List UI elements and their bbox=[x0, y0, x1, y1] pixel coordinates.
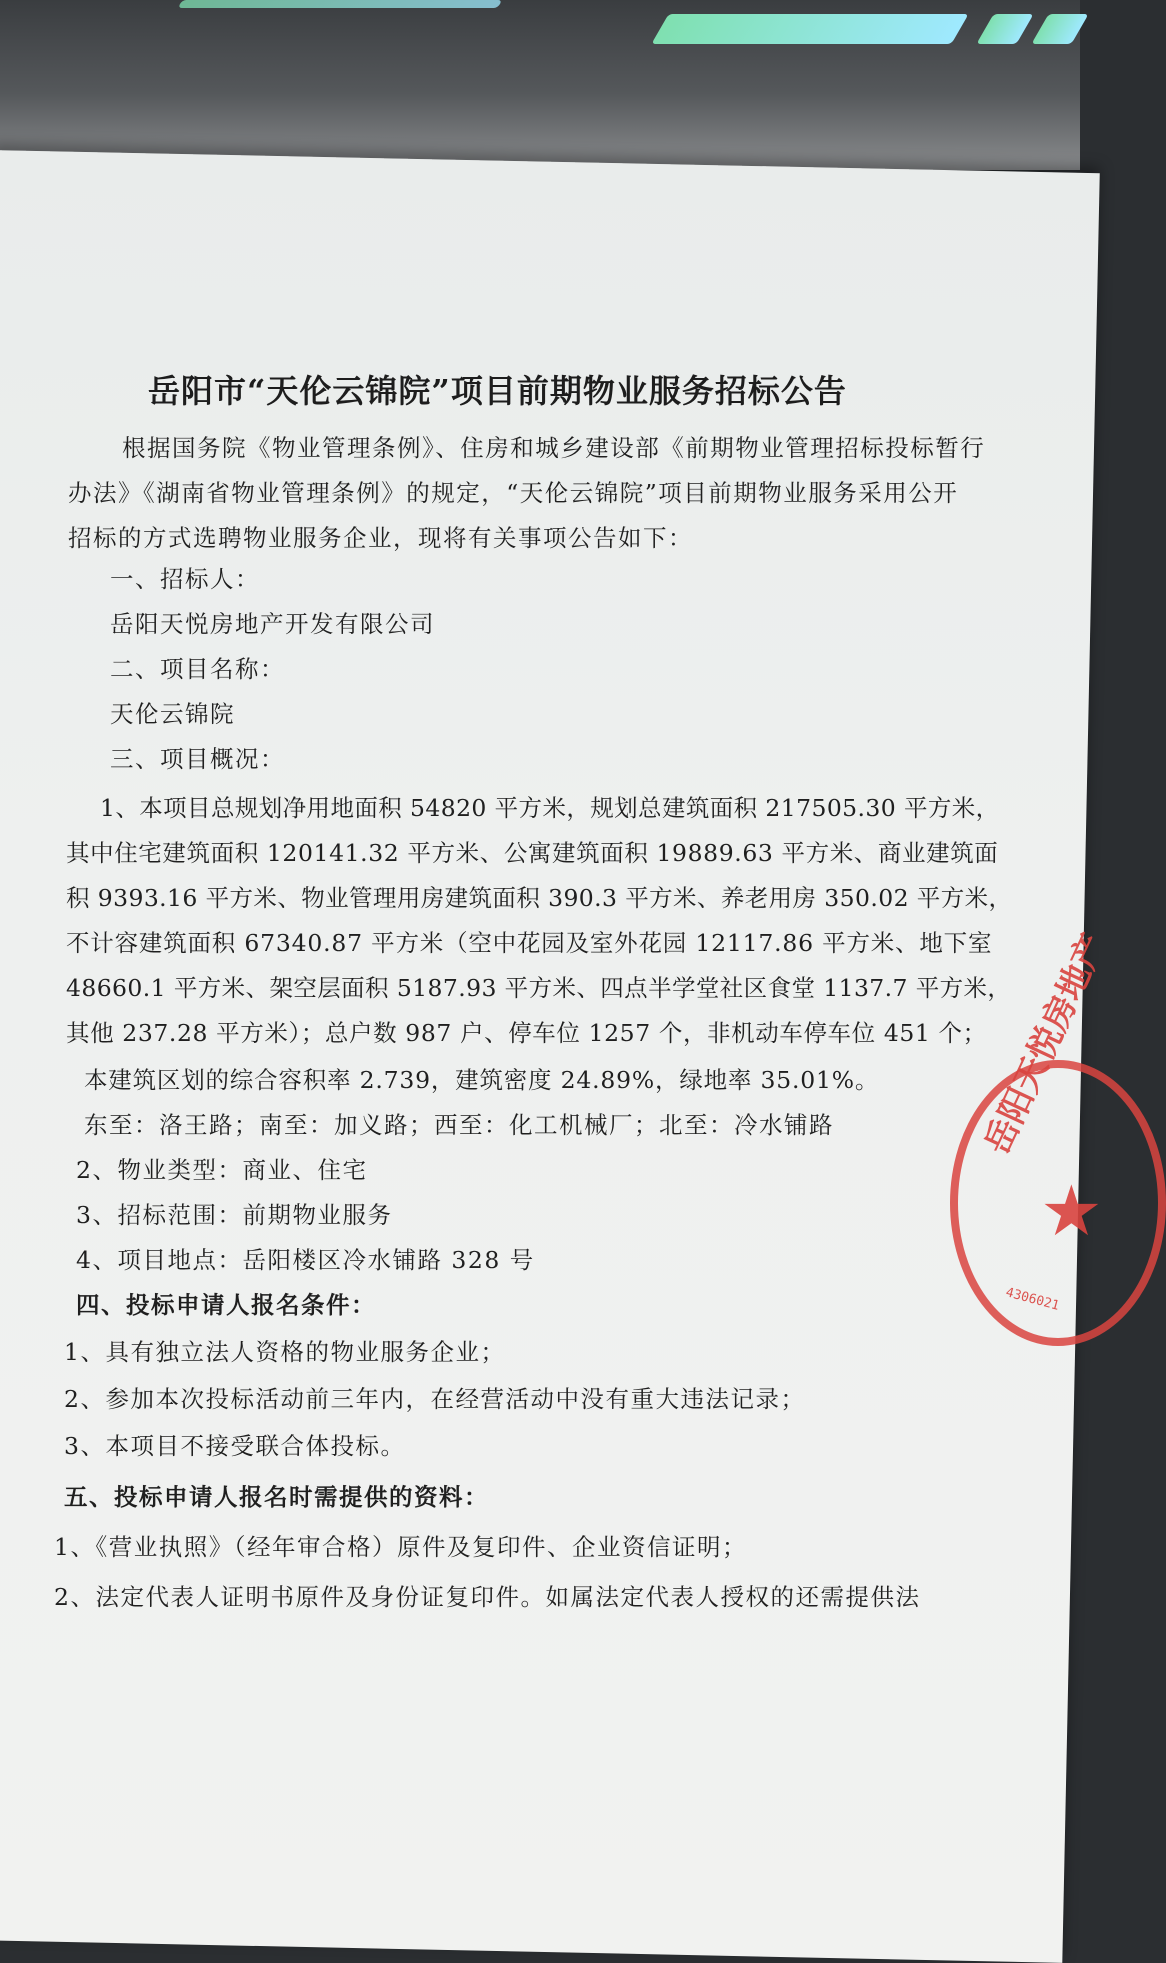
list-item: 2、参加本次投标活动前三年内，在经营活动中没有重大违法记录； bbox=[64, 1385, 806, 1413]
paragraph-line: 1、本项目总规划净用地面积 54820 平方米，规划总建筑面积 217505.30 平方米， bbox=[100, 794, 1000, 822]
paragraph-line: 天伦云锦院 bbox=[110, 700, 235, 728]
list-item: 2、物业类型：商业、住宅 bbox=[76, 1156, 368, 1184]
seal-text: 岳阳天悦房地产 bbox=[977, 927, 1115, 1161]
paragraph-line: 根据国务院《物业管理条例》、住房和城乡建设部《前期物业管理招标投标暂行 bbox=[122, 434, 986, 462]
paragraph-line: 岳阳天悦房地产开发有限公司 bbox=[110, 610, 435, 638]
list-item: 4、项目地点：岳阳楼区冷水铺路 328 号 bbox=[76, 1246, 535, 1274]
section-heading: 二、项目名称： bbox=[110, 655, 285, 683]
paragraph-line: 本建筑区划的综合容积率 2.739，建筑密度 24.89%，绿地率 35.01%。 bbox=[84, 1066, 880, 1094]
section-heading: 五、投标申请人报名时需提供的资料： bbox=[64, 1483, 489, 1511]
list-item: 1、《营业执照》（经年审合格）原件及复印件、企业资信证明； bbox=[54, 1533, 747, 1561]
paragraph-line: 48660.1 平方米、架空层面积 5187.93 平方米、四点半学堂社区食堂 1137.7 平方米， bbox=[66, 974, 1012, 1002]
paragraph-line: 办法》《湖南省物业管理条例》的规定，“天伦云锦院”项目前期物业服务采用公开 bbox=[68, 479, 959, 507]
paragraph-line: 积 9393.16 平方米、物业管理用房建筑面积 390.3 平方米、养老用房 350.02 平方米， bbox=[66, 884, 1013, 912]
list-item: 3、本项目不接受联合体投标。 bbox=[64, 1432, 406, 1460]
list-item: 2、法定代表人证明书原件及身份证复印件。如属法定代表人授权的还需提供法 bbox=[54, 1583, 921, 1611]
paragraph-line: 其中住宅建筑面积 120141.32 平方米、公寓建筑面积 19889.63 平方米、商业建筑面 bbox=[66, 839, 999, 867]
section-heading: 一、招标人： bbox=[110, 565, 260, 593]
list-item: 3、招标范围：前期物业服务 bbox=[76, 1201, 393, 1229]
paragraph-line: 不计容建筑面积 67340.87 平方米（空中花园及室外花园 12117.86 平方米、地下室 bbox=[66, 929, 993, 957]
paragraph-line: 招标的方式选聘物业服务企业，现将有关事项公告如下： bbox=[68, 524, 693, 552]
section-heading: 四、投标申请人报名条件： bbox=[76, 1291, 376, 1319]
document-title: 岳阳市“天伦云锦院”项目前期物业服务招标公告 bbox=[148, 372, 847, 410]
paragraph-line: 东至：洛王路；南至：加义路；西至：化工机械厂；北至：冷水铺路 bbox=[84, 1111, 834, 1139]
paragraph-line: 其他 237.28 平方米）；总户数 987 户、停车位 1257 个，非机动车停车位 451 个； bbox=[66, 1019, 987, 1047]
seal-star-icon: ★ bbox=[1040, 1170, 1103, 1252]
seal-number: 4306021 bbox=[1003, 1285, 1061, 1314]
list-item: 1、具有独立法人资格的物业服务企业； bbox=[64, 1338, 506, 1366]
section-heading: 三、项目概况： bbox=[110, 745, 285, 773]
